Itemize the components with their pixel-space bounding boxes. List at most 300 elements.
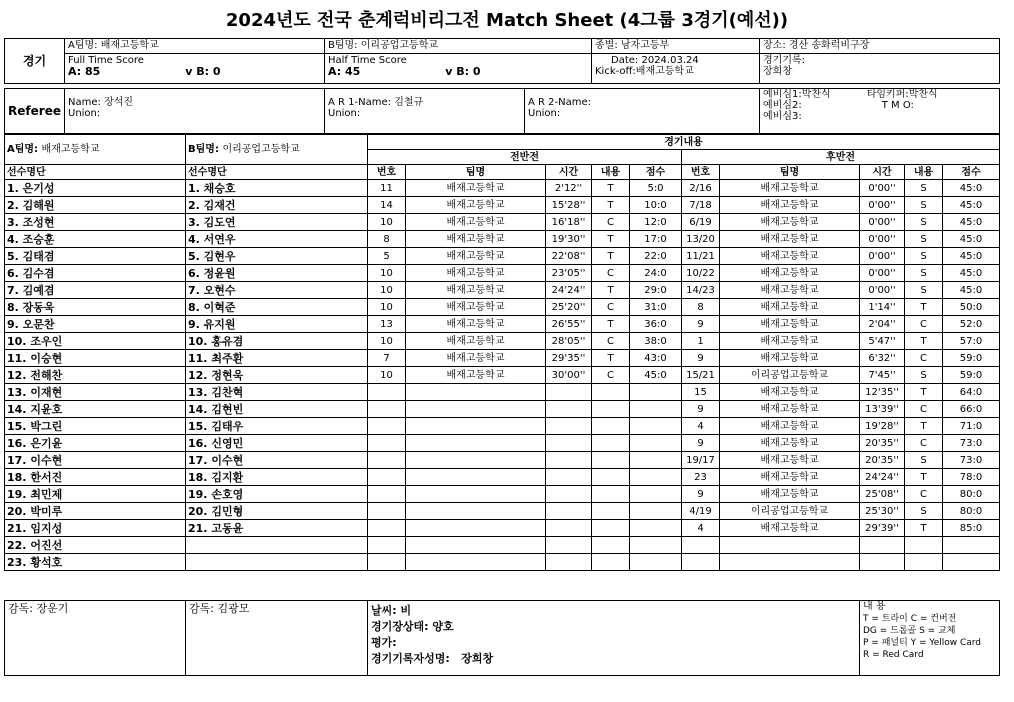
first-half-no bbox=[368, 401, 406, 418]
first-half-team bbox=[406, 537, 546, 554]
player-b: 8. 이혁준 bbox=[186, 299, 368, 316]
first-half-type bbox=[592, 401, 630, 418]
second-half-no: 14/23 bbox=[682, 282, 720, 299]
first-half-no: 7 bbox=[368, 350, 406, 367]
first-half-score bbox=[630, 537, 682, 554]
first-half-time: 29'35'' bbox=[546, 350, 592, 367]
first-half-no bbox=[368, 520, 406, 537]
first-half-score: 10:0 bbox=[630, 197, 682, 214]
team-a-cell: A팀명: 배재고등학교 bbox=[65, 39, 325, 54]
first-half-time: 28'05'' bbox=[546, 333, 592, 350]
second-half-team bbox=[720, 554, 860, 571]
second-half-type: T bbox=[905, 299, 943, 316]
first-half-type bbox=[592, 554, 630, 571]
second-half-score: 57:0 bbox=[943, 333, 1000, 350]
second-half-type bbox=[905, 537, 943, 554]
player-b: 6. 정윤원 bbox=[186, 265, 368, 282]
second-half-team: 이리공업고등학교 bbox=[720, 367, 860, 384]
second-half-team: 배재고등학교 bbox=[720, 333, 860, 350]
team-b-header: B팀명: 이리공업고등학교 bbox=[186, 135, 368, 165]
player-b: 11. 최주환 bbox=[186, 350, 368, 367]
second-half-score: 66:0 bbox=[943, 401, 1000, 418]
first-half-time: 23'05'' bbox=[546, 265, 592, 282]
first-half-team bbox=[406, 435, 546, 452]
first-half-time bbox=[546, 554, 592, 571]
player-a: 5. 김태겸 bbox=[5, 248, 186, 265]
team-a-header: A팀명: 배재고등학교 bbox=[5, 135, 186, 165]
first-half-no bbox=[368, 452, 406, 469]
player-a: 9. 오문찬 bbox=[5, 316, 186, 333]
second-half-team: 배재고등학교 bbox=[720, 282, 860, 299]
second-half-type: T bbox=[905, 520, 943, 537]
player-a: 8. 장동욱 bbox=[5, 299, 186, 316]
first-half-team: 배재고등학교 bbox=[406, 265, 546, 282]
second-half-no: 4 bbox=[682, 520, 720, 537]
first-half-time: 16'18'' bbox=[546, 214, 592, 231]
player-b bbox=[186, 537, 368, 554]
second-half-no: 19/17 bbox=[682, 452, 720, 469]
first-half-type: T bbox=[592, 248, 630, 265]
second-half-team: 배재고등학교 bbox=[720, 299, 860, 316]
col-type-1: 내용 bbox=[592, 165, 630, 180]
second-half-time: 0'00'' bbox=[860, 180, 905, 197]
first-half-score: 5:0 bbox=[630, 180, 682, 197]
player-b: 19. 손호영 bbox=[186, 486, 368, 503]
referee-cell: Name: 장석진 Union: bbox=[65, 89, 325, 134]
fulltime-b: 0 bbox=[212, 65, 221, 78]
second-half-score: 80:0 bbox=[943, 503, 1000, 520]
first-half-team: 배재고등학교 bbox=[406, 214, 546, 231]
second-half-team: 배재고등학교 bbox=[720, 350, 860, 367]
col-team-2: 팀명 bbox=[720, 165, 860, 180]
first-half-time bbox=[546, 435, 592, 452]
first-half-team: 배재고등학교 bbox=[406, 367, 546, 384]
second-half-team: 배재고등학교 bbox=[720, 180, 860, 197]
first-half-team: 배재고등학교 bbox=[406, 231, 546, 248]
player-a: 14. 지윤호 bbox=[5, 401, 186, 418]
second-half-team: 배재고등학교 bbox=[720, 520, 860, 537]
first-half-no: 10 bbox=[368, 214, 406, 231]
second-half-time: 0'00'' bbox=[860, 282, 905, 299]
second-half-score: 45:0 bbox=[943, 265, 1000, 282]
col-type-2: 내용 bbox=[905, 165, 943, 180]
second-half-no: 23 bbox=[682, 469, 720, 486]
player-b: 5. 김현우 bbox=[186, 248, 368, 265]
second-half-time bbox=[860, 537, 905, 554]
table-row bbox=[5, 435, 1000, 452]
first-half-score bbox=[630, 469, 682, 486]
halftime-a: 45 bbox=[344, 65, 361, 78]
first-half-time: 30'00'' bbox=[546, 367, 592, 384]
second-half-time: 2'04'' bbox=[860, 316, 905, 333]
first-half-score bbox=[630, 554, 682, 571]
first-half-team bbox=[406, 503, 546, 520]
second-half-score: 64:0 bbox=[943, 384, 1000, 401]
player-a: 21. 임지성 bbox=[5, 520, 186, 537]
second-half-no: 15/21 bbox=[682, 367, 720, 384]
reserve-cell: 예비심1:박찬식 타임키퍼:박찬식 예비심2: T M O: 예비심3: bbox=[760, 89, 1000, 134]
first-half-type bbox=[592, 503, 630, 520]
coach-b-name: 김광모 bbox=[217, 602, 250, 615]
second-half-no: 13/20 bbox=[682, 231, 720, 248]
player-b: 14. 김현빈 bbox=[186, 401, 368, 418]
referee-label: Referee bbox=[5, 89, 65, 134]
second-half-score: 45:0 bbox=[943, 180, 1000, 197]
first-half-type: T bbox=[592, 231, 630, 248]
team-a-name: 배재고등학교 bbox=[100, 40, 159, 51]
player-b: 10. 홍유겸 bbox=[186, 333, 368, 350]
second-half-team: 배재고등학교 bbox=[720, 231, 860, 248]
table-row bbox=[5, 316, 1000, 333]
first-half-no: 10 bbox=[368, 299, 406, 316]
col-time-2: 시간 bbox=[860, 165, 905, 180]
table-row bbox=[5, 248, 1000, 265]
player-a: 2. 김해원 bbox=[5, 197, 186, 214]
roster-a-header: 선수명단 bbox=[5, 165, 186, 180]
first-half-type bbox=[592, 469, 630, 486]
second-half-type: S bbox=[905, 265, 943, 282]
table-row bbox=[5, 520, 1000, 537]
table-row bbox=[5, 333, 1000, 350]
first-half-type bbox=[592, 435, 630, 452]
second-half-time: 20'35'' bbox=[860, 435, 905, 452]
first-half-team: 배재고등학교 bbox=[406, 282, 546, 299]
first-half-time bbox=[546, 520, 592, 537]
table-row bbox=[5, 554, 1000, 571]
second-half-no: 9 bbox=[682, 350, 720, 367]
weather: 비 bbox=[400, 604, 412, 617]
recorder-cell: 경기기록: 장희창 bbox=[760, 54, 1000, 84]
second-half-time: 0'00'' bbox=[860, 231, 905, 248]
referee-name: 장석진 bbox=[104, 97, 134, 108]
first-half-time: 2'12'' bbox=[546, 180, 592, 197]
second-half-time: 0'00'' bbox=[860, 248, 905, 265]
first-half-type: T bbox=[592, 282, 630, 299]
footer-table bbox=[4, 600, 1000, 676]
second-half-team: 이리공업고등학교 bbox=[720, 503, 860, 520]
first-half-no: 11 bbox=[368, 180, 406, 197]
col-score-2: 점수 bbox=[943, 165, 1000, 180]
second-half-no bbox=[682, 554, 720, 571]
player-b: 21. 고동윤 bbox=[186, 520, 368, 537]
second-half-time: 12'35'' bbox=[860, 384, 905, 401]
second-half-score: 78:0 bbox=[943, 469, 1000, 486]
ar2-cell: A R 2-Name: Union: bbox=[525, 89, 760, 134]
second-half-no: 6/19 bbox=[682, 214, 720, 231]
first-half-team: 배재고등학교 bbox=[406, 180, 546, 197]
match-label: 경기 bbox=[5, 39, 65, 84]
page-title: 2024년도 전국 춘계럭비리그전 Match Sheet (4그룹 3경기(예선)) bbox=[225, 10, 789, 31]
player-a: 23. 황석호 bbox=[5, 554, 186, 571]
conditions-cell: 날씨: 비 경기장상태: 양호 평가: 경기기록자성명: 장희창 bbox=[368, 601, 860, 676]
second-half-score: 45:0 bbox=[943, 282, 1000, 299]
first-half-team: 배재고등학교 bbox=[406, 350, 546, 367]
fulltime-a: 85 bbox=[84, 65, 101, 78]
first-half-type bbox=[592, 486, 630, 503]
first-half-no bbox=[368, 418, 406, 435]
halftime-score-cell: Half Time Score A: 45 v B: 0 bbox=[325, 54, 592, 84]
first-half-time bbox=[546, 452, 592, 469]
second-half-time: 7'45'' bbox=[860, 367, 905, 384]
second-half-score: 52:0 bbox=[943, 316, 1000, 333]
first-half-team bbox=[406, 452, 546, 469]
match-info-table bbox=[4, 38, 1000, 84]
first-half-no bbox=[368, 435, 406, 452]
player-a: 16. 은기윤 bbox=[5, 435, 186, 452]
second-half-time: 19'28'' bbox=[860, 418, 905, 435]
coach-b-cell: 감독: 김광모 bbox=[186, 601, 368, 676]
player-a: 10. 조우인 bbox=[5, 333, 186, 350]
table-row bbox=[5, 469, 1000, 486]
second-half-no: 7/18 bbox=[682, 197, 720, 214]
second-half-team: 배재고등학교 bbox=[720, 401, 860, 418]
table-row bbox=[5, 452, 1000, 469]
first-half-time bbox=[546, 418, 592, 435]
first-half-score: 22:0 bbox=[630, 248, 682, 265]
second-half-no: 1 bbox=[682, 333, 720, 350]
second-half-team: 배재고등학교 bbox=[720, 384, 860, 401]
roster-events-table bbox=[4, 134, 1000, 571]
first-half-team bbox=[406, 418, 546, 435]
second-half-time: 1'14'' bbox=[860, 299, 905, 316]
second-half-team: 배재고등학교 bbox=[720, 452, 860, 469]
first-half-no bbox=[368, 554, 406, 571]
second-half-time: 5'47'' bbox=[860, 333, 905, 350]
first-half-score: 45:0 bbox=[630, 367, 682, 384]
first-half-no: 10 bbox=[368, 282, 406, 299]
date-cell: Date: 2024.03.24 Kick-off:배재고등학교 bbox=[592, 54, 760, 84]
recorder-signature: 장희창 bbox=[461, 652, 494, 665]
roster-b-header: 선수명단 bbox=[186, 165, 368, 180]
player-a: 3. 조성현 bbox=[5, 214, 186, 231]
player-a: 17. 이수현 bbox=[5, 452, 186, 469]
second-half-type: T bbox=[905, 418, 943, 435]
first-half-score: 17:0 bbox=[630, 231, 682, 248]
col-no-1: 번호 bbox=[368, 165, 406, 180]
first-half-team bbox=[406, 520, 546, 537]
second-half-type: S bbox=[905, 180, 943, 197]
first-half-time bbox=[546, 401, 592, 418]
first-half-score bbox=[630, 520, 682, 537]
first-half-team: 배재고등학교 bbox=[406, 299, 546, 316]
player-a: 12. 전해찬 bbox=[5, 367, 186, 384]
player-a: 6. 김수겸 bbox=[5, 265, 186, 282]
player-b: 16. 신영민 bbox=[186, 435, 368, 452]
first-half-score bbox=[630, 503, 682, 520]
first-half-time: 22'08'' bbox=[546, 248, 592, 265]
player-b: 15. 김태우 bbox=[186, 418, 368, 435]
second-half-type: S bbox=[905, 248, 943, 265]
second-half-no: 4 bbox=[682, 418, 720, 435]
game-content-header: 경기내용 bbox=[368, 135, 1000, 150]
table-row bbox=[5, 197, 1000, 214]
table-row bbox=[5, 503, 1000, 520]
first-half-type: C bbox=[592, 214, 630, 231]
first-half-score bbox=[630, 452, 682, 469]
player-a: 1. 은기성 bbox=[5, 180, 186, 197]
second-half-time: 6'32'' bbox=[860, 350, 905, 367]
first-half-time bbox=[546, 537, 592, 554]
first-half-type: C bbox=[592, 299, 630, 316]
second-half-score: 80:0 bbox=[943, 486, 1000, 503]
first-half-type bbox=[592, 384, 630, 401]
second-half-team: 배재고등학교 bbox=[720, 265, 860, 282]
second-half-team: 배재고등학교 bbox=[720, 486, 860, 503]
halftime-b: 0 bbox=[472, 65, 481, 78]
referee-table bbox=[4, 88, 1000, 134]
table-row bbox=[5, 282, 1000, 299]
second-half-no: 10/22 bbox=[682, 265, 720, 282]
player-b: 2. 김재건 bbox=[186, 197, 368, 214]
second-half-score: 59:0 bbox=[943, 367, 1000, 384]
second-half-team bbox=[720, 537, 860, 554]
player-b bbox=[186, 554, 368, 571]
second-half-time: 29'39'' bbox=[860, 520, 905, 537]
first-half-type: T bbox=[592, 350, 630, 367]
first-half-type bbox=[592, 520, 630, 537]
first-half-time bbox=[546, 469, 592, 486]
second-half-score: 73:0 bbox=[943, 435, 1000, 452]
second-half-type: C bbox=[905, 350, 943, 367]
first-half-type: T bbox=[592, 180, 630, 197]
second-half-time: 24'24'' bbox=[860, 469, 905, 486]
second-half-no: 9 bbox=[682, 401, 720, 418]
second-half-type: C bbox=[905, 316, 943, 333]
player-b: 17. 이수현 bbox=[186, 452, 368, 469]
fulltime-score-cell: Full Time Score A: 85 v B: 0 bbox=[65, 54, 325, 84]
first-half-team bbox=[406, 401, 546, 418]
second-half-score bbox=[943, 554, 1000, 571]
first-half-score bbox=[630, 401, 682, 418]
first-half-no: 13 bbox=[368, 316, 406, 333]
second-half-type: T bbox=[905, 469, 943, 486]
second-half-score: 45:0 bbox=[943, 248, 1000, 265]
first-half-time bbox=[546, 384, 592, 401]
second-half-type: S bbox=[905, 197, 943, 214]
second-half-type: S bbox=[905, 231, 943, 248]
second-half-score: 50:0 bbox=[943, 299, 1000, 316]
second-half-type: C bbox=[905, 435, 943, 452]
first-half-team: 배재고등학교 bbox=[406, 248, 546, 265]
first-half-type: C bbox=[592, 367, 630, 384]
table-row bbox=[5, 265, 1000, 282]
player-a: 19. 최민제 bbox=[5, 486, 186, 503]
first-half-team: 배재고등학교 bbox=[406, 316, 546, 333]
second-half-type: T bbox=[905, 333, 943, 350]
second-half-team: 배재고등학교 bbox=[720, 418, 860, 435]
legend-cell: 내 용 T = 트라이 C = 컨버전 DG = 드롭골 S = 교체 P = 패널티 Y = Yellow Card R = Red Card bbox=[860, 601, 1000, 676]
player-a: 15. 박그린 bbox=[5, 418, 186, 435]
ar1-cell: A R 1-Name: 김철규 Union: bbox=[325, 89, 525, 134]
col-team-1: 팀명 bbox=[406, 165, 546, 180]
table-row bbox=[5, 231, 1000, 248]
first-half-time: 15'28'' bbox=[546, 197, 592, 214]
first-half-team bbox=[406, 554, 546, 571]
player-a: 7. 김예겸 bbox=[5, 282, 186, 299]
second-half-no: 15 bbox=[682, 384, 720, 401]
first-half-score: 43:0 bbox=[630, 350, 682, 367]
col-no-2: 번호 bbox=[682, 165, 720, 180]
col-time-1: 시간 bbox=[546, 165, 592, 180]
player-b: 13. 김찬혁 bbox=[186, 384, 368, 401]
player-b: 3. 김도연 bbox=[186, 214, 368, 231]
second-half-no: 4/19 bbox=[682, 503, 720, 520]
second-half-team: 배재고등학교 bbox=[720, 248, 860, 265]
player-a: 22. 어진선 bbox=[5, 537, 186, 554]
first-half-no bbox=[368, 469, 406, 486]
first-half-no: 5 bbox=[368, 248, 406, 265]
player-b: 7. 오현수 bbox=[186, 282, 368, 299]
first-half-no bbox=[368, 503, 406, 520]
second-half-time: 25'30'' bbox=[860, 503, 905, 520]
second-half-team: 배재고등학교 bbox=[720, 197, 860, 214]
first-half-type: T bbox=[592, 197, 630, 214]
table-row bbox=[5, 299, 1000, 316]
second-half-time: 0'00'' bbox=[860, 214, 905, 231]
first-half-no bbox=[368, 384, 406, 401]
second-half-time: 20'35'' bbox=[860, 452, 905, 469]
first-half-team bbox=[406, 384, 546, 401]
second-half-score bbox=[943, 537, 1000, 554]
second-half-team: 배재고등학교 bbox=[720, 469, 860, 486]
player-b: 9. 유지원 bbox=[186, 316, 368, 333]
player-a: 11. 이승현 bbox=[5, 350, 186, 367]
second-half-type: C bbox=[905, 401, 943, 418]
table-row bbox=[5, 537, 1000, 554]
first-half-time: 24'24'' bbox=[546, 282, 592, 299]
second-half-type: S bbox=[905, 214, 943, 231]
second-half-score: 45:0 bbox=[943, 231, 1000, 248]
player-a: 13. 이재현 bbox=[5, 384, 186, 401]
first-half-time: 26'55'' bbox=[546, 316, 592, 333]
coach-a-name: 장운기 bbox=[36, 602, 69, 615]
first-half-type: C bbox=[592, 265, 630, 282]
table-row bbox=[5, 367, 1000, 384]
table-row bbox=[5, 418, 1000, 435]
first-half-score bbox=[630, 418, 682, 435]
table-row bbox=[5, 384, 1000, 401]
first-half-no bbox=[368, 486, 406, 503]
second-half-no: 2/16 bbox=[682, 180, 720, 197]
first-half-score: 36:0 bbox=[630, 316, 682, 333]
team-b-cell: B팀명: 이리공업고등학교 bbox=[325, 39, 592, 54]
col-score-1: 점수 bbox=[630, 165, 682, 180]
player-a: 18. 한서진 bbox=[5, 469, 186, 486]
second-half-no: 9 bbox=[682, 486, 720, 503]
second-half-score: 59:0 bbox=[943, 350, 1000, 367]
first-half-team bbox=[406, 486, 546, 503]
table-row bbox=[5, 486, 1000, 503]
coach-a-cell: 감독: 장운기 bbox=[5, 601, 186, 676]
first-half-score: 12:0 bbox=[630, 214, 682, 231]
player-b: 1. 채승호 bbox=[186, 180, 368, 197]
first-half-score: 29:0 bbox=[630, 282, 682, 299]
second-half-team: 배재고등학교 bbox=[720, 435, 860, 452]
first-half-score: 31:0 bbox=[630, 299, 682, 316]
second-half-time bbox=[860, 554, 905, 571]
second-half-time: 0'00'' bbox=[860, 197, 905, 214]
first-half-no bbox=[368, 537, 406, 554]
second-half-time: 13'39'' bbox=[860, 401, 905, 418]
player-b: 4. 서연우 bbox=[186, 231, 368, 248]
first-half-time bbox=[546, 503, 592, 520]
player-b: 18. 김지환 bbox=[186, 469, 368, 486]
second-half-type: S bbox=[905, 503, 943, 520]
second-half-time: 25'08'' bbox=[860, 486, 905, 503]
first-half-no: 10 bbox=[368, 367, 406, 384]
first-half-header: 전반전 bbox=[368, 150, 682, 165]
first-half-score: 24:0 bbox=[630, 265, 682, 282]
